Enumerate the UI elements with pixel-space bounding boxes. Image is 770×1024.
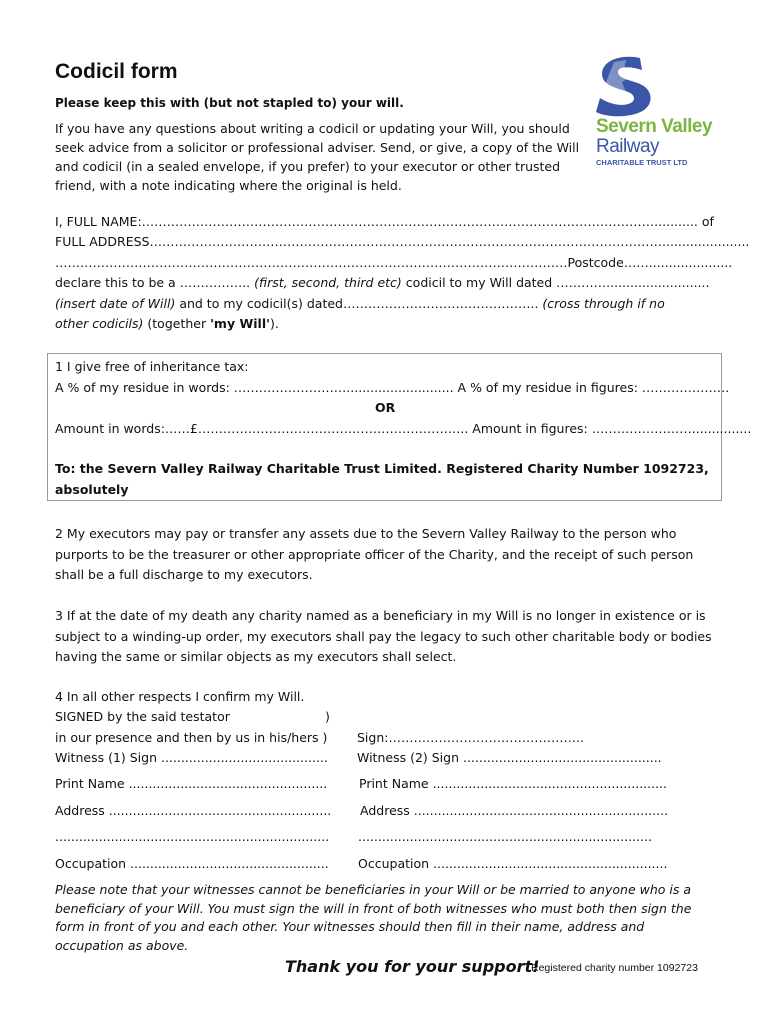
svr-s-icon xyxy=(592,52,662,118)
witness2-address-cont: .......................................................................... xyxy=(358,829,653,844)
witness2-address: Address ................................................................ xyxy=(360,803,669,818)
page-subtitle: Please keep this with (but not stapled to) your will. xyxy=(55,96,404,110)
witness1-address: Address ........................................................ xyxy=(55,803,332,818)
absolutely-line: absolutely xyxy=(55,482,129,497)
to-charity-line: To: the Severn Valley Railway Charitable Trust Limited. Registered Charity Number 1092723, xyxy=(55,461,709,476)
signed-testator-line: SIGNED by the said testator xyxy=(55,709,230,724)
declare-will-dated: codicil to my Will dated ………….......................... xyxy=(405,275,710,290)
logo-text-railway: Railway xyxy=(596,136,660,157)
codicil-dated-text: and to my codicil(s) dated……………………………………….. xyxy=(179,296,539,311)
logo-text-severn-valley: Severn Valley xyxy=(596,116,713,137)
insert-date-hint: (insert date of Will) xyxy=(55,296,176,311)
charity-number: Registered charity number 1092723 xyxy=(531,962,698,974)
logo-text-trust: CHARITABLE TRUST LTD xyxy=(596,158,688,167)
declare-line xyxy=(55,275,709,290)
my-will-label: 'my Will' xyxy=(210,316,270,331)
page-title: Codicil form xyxy=(55,60,178,83)
other-codicils-hint: other codicils) xyxy=(55,316,144,331)
together-line xyxy=(55,316,279,331)
residue-line: A % of my residue in words: ………………………........................... A % of my residue in figures: ………………… xyxy=(55,380,730,395)
clause2-paragraph: 2 My executors may pay or transfer any assets due to the Severn Valley Railway to the person who purports to be the treasurer or other appropriate officer of the Charity, and the receipt of such person shall be a full discharge to my executors. xyxy=(55,526,694,582)
witness2-print-name: Print Name ........................................................... xyxy=(359,776,668,791)
thank-you-text: Thank you for your support! xyxy=(285,957,540,976)
postcode-line: ……………………………………………………………………………………………………………Postcode……..................... xyxy=(55,255,733,270)
witness-note: Please note that your witnesses cannot be beneficiaries in your Will or be married to anyone who is a beneficiary of your Will. You must sign the will in front of both witnesses who must both then sign the form in front of you and each other. Your witnesses should then fill in their name, address and occupation as above. xyxy=(55,882,692,953)
declare-order-hint: (first, second, third etc) xyxy=(254,275,402,290)
clause3-paragraph: 3 If at the date of my death any charity named as a beneficiary in my Will is no longer in existence or is subject to a winding-up order, my executors shall pay the legacy to such other charitable body or bodies having the same or similar objects as my executors shall select. xyxy=(55,608,712,664)
codicil-dated-line xyxy=(55,296,665,311)
together-text: (together xyxy=(147,316,207,331)
or-label: OR xyxy=(375,400,396,415)
declare-text: declare this to be a …………….. xyxy=(55,275,251,290)
full-name-line: I, FULL NAME:……………………………………………………………………………………………………………........... of xyxy=(55,214,714,229)
witness1-print-name: Print Name .................................................. xyxy=(55,776,328,791)
confirm-will-line: 4 In all other respects I confirm my Will. xyxy=(55,689,305,704)
amount-line: Amount in words:……£……………………………………………………….. Amount in figures: ……………………............... xyxy=(55,421,752,436)
witness2-occupation: Occupation ........................................................... xyxy=(358,856,668,871)
witness1-address-cont: ..................................................................... xyxy=(55,829,330,844)
witness1-occupation: Occupation .................................................. xyxy=(55,856,329,871)
full-address-line: FULL ADDRESS……………………………………………………………………………………………………………...................... xyxy=(55,234,750,249)
together-close: ). xyxy=(269,316,279,331)
cross-through-hint: (cross through if no xyxy=(542,296,665,311)
witness2-sign-field: Witness (2) Sign .................................................. xyxy=(357,750,662,765)
signed-bracket: ) xyxy=(325,709,330,724)
sign-field: Sign:……………………………………….. xyxy=(357,730,584,745)
witness1-sign-field: Witness (1) Sign .......................................... xyxy=(55,750,328,765)
clause1-heading: 1 I give free of inheritance tax: xyxy=(55,359,249,374)
presence-line: in our presence and then by us in his/hers ) xyxy=(55,730,328,745)
intro-paragraph: If you have any questions about writing a codicil or updating your Will, you should seek advice from a solicitor or professional adviser. Send, or give, a copy of the Will and codicil (in a sealed envelope, if you prefer) to your executor or other trusted friend, with a note indicating where the original is held. xyxy=(55,121,580,193)
